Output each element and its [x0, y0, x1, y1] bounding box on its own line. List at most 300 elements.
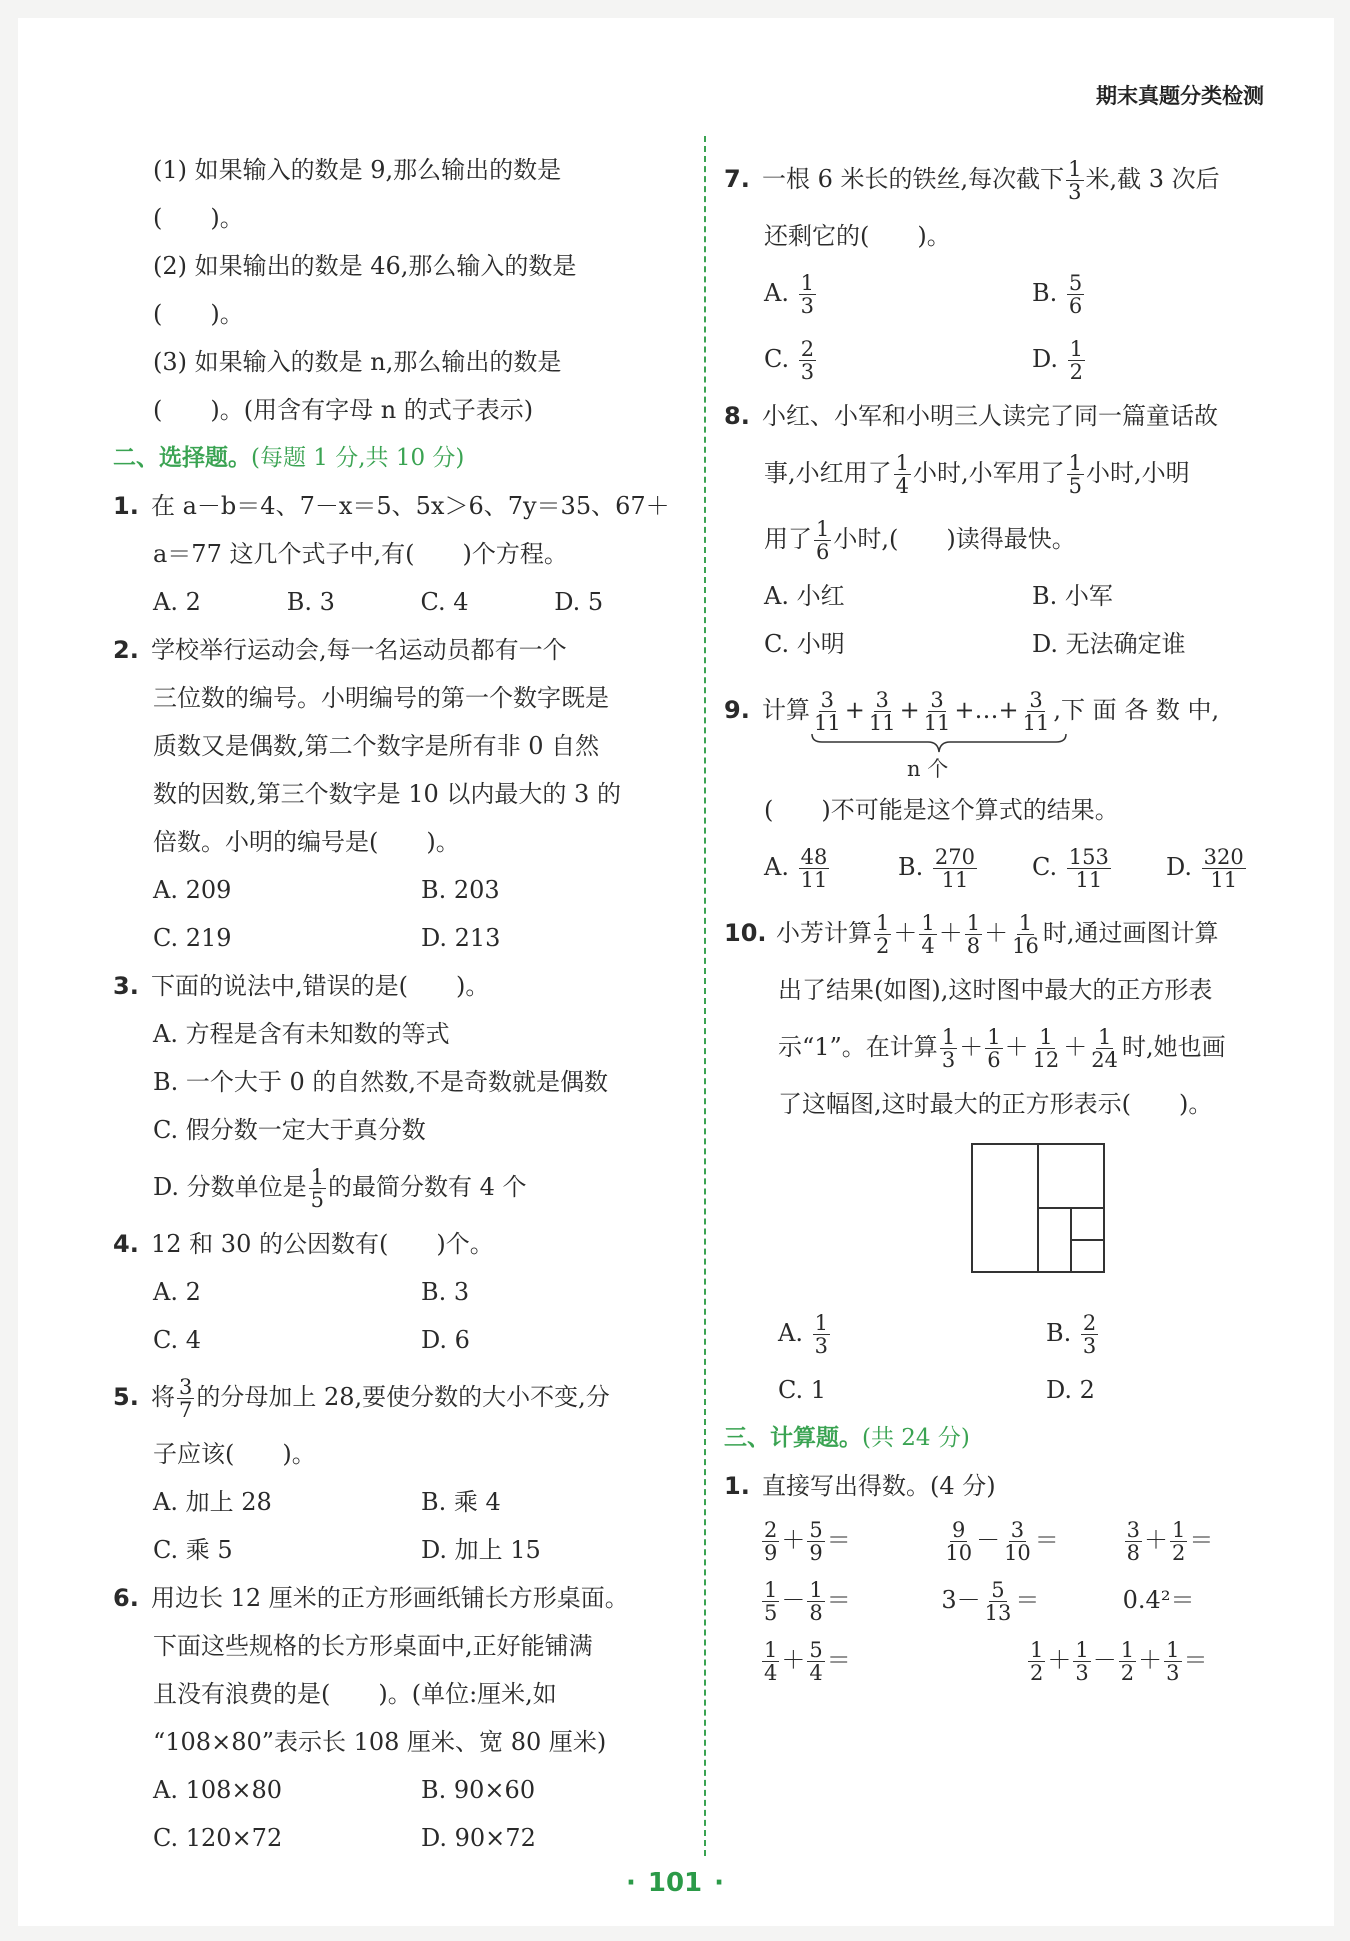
numerator: 5 — [1068, 270, 1083, 295]
calc-row-2 — [724, 1570, 1304, 1630]
denominator: 11 — [814, 711, 841, 735]
fraction-one-sixteenth — [1010, 912, 1041, 957]
fraction-320-11 — [1202, 846, 1246, 891]
plus-sign: ＋ — [781, 1646, 806, 1674]
q10-number: 10. — [724, 919, 767, 947]
numerator: 3 — [1126, 1517, 1141, 1542]
c1-text: 直接写出得数。(4 分) — [762, 1472, 996, 1500]
fill-3a: (3) 如果输入的数是 n,那么输出的数是 — [153, 348, 562, 376]
fraction-one-third — [813, 1312, 830, 1357]
nested-squares-figure — [970, 1142, 1110, 1276]
q4-options-row2 — [113, 1316, 688, 1364]
denominator: 2 — [1172, 1541, 1186, 1565]
page-number — [0, 1868, 1350, 1898]
equals-sign: ＝ — [1183, 1646, 1208, 1674]
square-diagram — [970, 1142, 1304, 1292]
fraction — [807, 1579, 824, 1624]
numerator: 1 — [1068, 450, 1083, 475]
numerator: 1 — [1018, 910, 1033, 935]
q1-option-a[interactable]: A. 2 — [153, 588, 201, 616]
q5-options-row1 — [113, 1478, 688, 1526]
denominator: 7 — [179, 1398, 193, 1422]
q6-options-row1 — [113, 1766, 688, 1814]
fraction-one-half — [874, 912, 891, 957]
q10-line-a — [724, 900, 1304, 966]
option-letter: D. — [1032, 345, 1059, 373]
q2-option-a[interactable]: A. 209 — [153, 876, 232, 904]
q8-option-d[interactable]: D. 无法确定谁 — [1032, 630, 1186, 658]
numerator: 2 — [764, 1517, 778, 1542]
numerator: 1 — [1166, 1637, 1180, 1662]
q9-option-c[interactable] — [1032, 834, 1166, 900]
fraction-270-11 — [933, 846, 977, 891]
denominator: 13 — [984, 1601, 1012, 1625]
q8-text-c1: 用了 — [764, 525, 812, 553]
denominator: 11 — [868, 711, 896, 735]
q8-line-a — [724, 392, 1304, 440]
numerator: 1 — [1075, 1637, 1089, 1662]
numerator: 2 — [1082, 1310, 1097, 1335]
q3-option-b[interactable]: B. 一个大于 0 的自然数,不是奇数就是偶数 — [153, 1068, 609, 1096]
q2-option-d[interactable]: D. 213 — [421, 924, 501, 952]
numerator: 1 — [895, 450, 910, 475]
plus-sign: ＋ — [781, 1526, 806, 1554]
q4-options-row1 — [113, 1268, 688, 1316]
denominator: 11 — [1022, 711, 1050, 735]
option-letter: A. — [764, 853, 789, 881]
denominator: 12 — [1032, 1048, 1060, 1072]
fraction — [1125, 1519, 1142, 1564]
q6-option-c[interactable]: C. 120×72 — [153, 1824, 283, 1852]
q4-number: 4. — [113, 1230, 139, 1258]
plus-sign: + — [844, 696, 865, 724]
q4-line — [113, 1220, 688, 1268]
q3-d-text-post: 的最简分数有 4 个 — [328, 1173, 527, 1201]
option-letter: B. — [1032, 279, 1058, 307]
denominator: 2 — [1069, 360, 1084, 384]
q7-number: 7. — [724, 165, 750, 193]
denominator: 3 — [1075, 1661, 1089, 1685]
equals-sign: ＝ — [826, 1526, 851, 1554]
q2-options-row2 — [113, 914, 688, 962]
numerator: 2 — [800, 336, 815, 361]
ellipsis-sign: +…+ — [954, 696, 1019, 724]
fraction-one-half — [1068, 338, 1085, 383]
calc-row-1 — [724, 1510, 1304, 1570]
denominator: 3 — [941, 1048, 956, 1072]
q6-line-d: “108×80”表示长 108 厘米、宽 80 厘米) — [153, 1728, 607, 1756]
q1-number: 1. — [113, 492, 139, 520]
fraction — [762, 1579, 779, 1624]
numerator: 1 — [1097, 1024, 1112, 1049]
section-2-heading — [113, 434, 688, 482]
fraction — [762, 1639, 779, 1684]
option-letter: A. — [778, 1319, 803, 1347]
q3-option-c[interactable]: C. 假分数一定大于真分数 — [153, 1116, 426, 1144]
denominator: 10 — [945, 1541, 973, 1565]
plus-sign: ＋ — [938, 919, 963, 947]
q2-number: 2. — [113, 636, 139, 664]
q1-line-b: a＝77 这几个式子中,有( )个方程。 — [153, 540, 568, 568]
denominator: 11 — [800, 868, 828, 892]
numerator: 1 — [764, 1577, 778, 1602]
plus-sign: ＋ — [1144, 1526, 1169, 1554]
numerator: 270 — [934, 844, 975, 869]
denominator: 6 — [816, 540, 830, 564]
denominator: 6 — [1068, 294, 1083, 318]
numerator: 9 — [952, 1517, 966, 1542]
fraction-one-third — [799, 272, 816, 317]
q9-option-a[interactable] — [764, 834, 898, 900]
numerator: 1 — [1120, 1637, 1135, 1662]
numerator: 1 — [1039, 1024, 1053, 1049]
denominator: 24 — [1091, 1048, 1119, 1072]
page — [18, 18, 1334, 1926]
denominator: 3 — [1082, 1334, 1097, 1358]
q3-line — [113, 962, 688, 1010]
q7-option-a[interactable] — [764, 260, 1032, 326]
numerator: 1 — [987, 1024, 1001, 1049]
denominator: 9 — [764, 1541, 778, 1565]
numerator: 1 — [814, 1310, 828, 1335]
fraction-one-fifth — [309, 1166, 326, 1211]
fraction — [1028, 1639, 1045, 1684]
numerator: 3 — [179, 1374, 193, 1399]
fraction-one-third — [940, 1026, 957, 1071]
denominator: 3 — [800, 294, 814, 318]
fraction-three-elevenths — [1021, 689, 1052, 734]
fraction-two-thirds — [799, 338, 816, 383]
denominator: 8 — [809, 1601, 823, 1625]
numerator: 1 — [921, 910, 935, 935]
q5-number: 5. — [113, 1383, 139, 1411]
numerator: 1 — [941, 1024, 956, 1049]
q9-text-post: ,下 面 各 数 中, — [1053, 696, 1220, 724]
numerator: 3 — [820, 687, 835, 712]
calc-item — [941, 1510, 1122, 1570]
q1-option-d[interactable]: D. 5 — [554, 588, 604, 616]
calc-row-3 — [724, 1630, 1304, 1690]
q2-line-c: 质数又是偶数,第二个数字是所有非 0 自然 — [153, 732, 600, 760]
q1-option-b[interactable]: B. 3 — [286, 588, 335, 616]
fraction-one-quarter — [894, 452, 911, 497]
calc-item: 0.4²＝ — [1122, 1586, 1195, 1614]
q8-option-a[interactable]: A. 小红 — [764, 582, 845, 610]
fraction — [807, 1639, 824, 1684]
equals-sign: ＝ — [1015, 1586, 1040, 1614]
option-letter: B. — [898, 853, 924, 881]
q2-option-b[interactable]: B. 203 — [421, 876, 500, 904]
q1-text-a: 在 a－b＝4、7－x＝5、5x＞6、7y＝35、67＋ — [151, 492, 670, 520]
q7-option-d[interactable] — [1032, 326, 1087, 392]
q3-option-a[interactable]: A. 方程是含有未知数的等式 — [153, 1020, 450, 1048]
numerator: 1 — [800, 270, 814, 295]
numerator: 1 — [1069, 336, 1084, 361]
fraction — [943, 1519, 974, 1564]
q6-line-c: 且没有浪费的是( )。(单位:厘米,如 — [153, 1680, 557, 1708]
denominator: 16 — [1012, 934, 1039, 958]
fraction-one-third — [1066, 158, 1083, 203]
page-header: 期末真题分类检测 — [1096, 84, 1264, 108]
equals-sign: ＝ — [826, 1646, 851, 1674]
page-number-text: 101 — [647, 1868, 703, 1898]
q7-option-c[interactable] — [764, 326, 1032, 392]
fill-2a: (2) 如果输出的数是 46,那么输入的数是 — [153, 252, 577, 280]
q8-text-b3: 小时,小明 — [1086, 459, 1190, 487]
fraction-one-24th — [1089, 1026, 1120, 1071]
denominator: 11 — [1210, 868, 1238, 892]
fraction-three-elevenths — [812, 689, 843, 734]
numerator: 5 — [809, 1517, 823, 1542]
numerator: 3 — [1029, 687, 1043, 712]
q8-option-b[interactable]: B. 小军 — [1032, 582, 1113, 610]
q4-text: 12 和 30 的公因数有( )个。 — [151, 1230, 494, 1258]
q7-text-pre: 一根 6 米长的铁丝,每次截下 — [762, 165, 1065, 193]
q10-option-b[interactable] — [1046, 1300, 1100, 1366]
denominator: 4 — [895, 474, 910, 498]
section-2-note: (每题 1 分,共 10 分) — [251, 445, 465, 471]
q8-number: 8. — [724, 402, 750, 430]
plus-sign: ＋ — [984, 919, 1009, 947]
fraction-153-11 — [1067, 846, 1111, 891]
plus-sign: ＋ — [893, 919, 918, 947]
denominator: 3 — [814, 1334, 828, 1358]
denominator: 9 — [809, 1541, 823, 1565]
section-3-note: (共 24 分) — [862, 1425, 970, 1451]
numerator: 320 — [1203, 844, 1244, 869]
q6-option-b[interactable]: B. 90×60 — [421, 1776, 536, 1804]
denominator: 10 — [1004, 1541, 1031, 1565]
numerator: 5 — [991, 1577, 1005, 1602]
underbrace-icon — [810, 732, 1068, 756]
q9-line-b: ( )不可能是这个算式的结果。 — [764, 796, 1119, 824]
right-column — [724, 146, 1304, 1690]
option-letter: D. — [1166, 853, 1193, 881]
fraction — [1119, 1639, 1136, 1684]
q4-option-d[interactable]: D. 6 — [421, 1326, 470, 1354]
q6-options-row2 — [113, 1814, 688, 1862]
option-letter: B. — [1046, 1319, 1072, 1347]
q1-option-c[interactable]: C. 4 — [420, 588, 469, 616]
minus-sign: － — [976, 1526, 1001, 1554]
denominator: 11 — [923, 711, 951, 735]
q9-sum-expression — [810, 668, 1053, 752]
option-letter: C. — [1032, 853, 1058, 881]
q9-options — [724, 834, 1304, 900]
q10-text-pre: 小芳计算 — [776, 919, 872, 947]
q8-text-c2: 小时,( )读得最快。 — [833, 525, 1076, 553]
q5-options-row2 — [113, 1526, 688, 1574]
fraction-one-eighth — [965, 912, 982, 957]
fraction-three-sevenths — [177, 1376, 194, 1421]
fraction — [1002, 1519, 1033, 1564]
calc-item — [1123, 1510, 1304, 1570]
fraction-one-fifth — [1067, 452, 1084, 497]
q10-line-b: 出了结果(如图),这时图中最大的正方形表 — [778, 976, 1213, 1004]
fraction-48-11 — [799, 846, 830, 891]
q8-text-b2: 小时,小军用了 — [913, 459, 1065, 487]
fill-1b: ( )。 — [153, 204, 244, 232]
plus-sign: ＋ — [1063, 1033, 1088, 1061]
q8-text-b1: 事,小红用了 — [764, 459, 892, 487]
q9-text-pre: 计算 — [762, 696, 810, 724]
q2-option-c[interactable]: C. 219 — [153, 924, 232, 952]
q7-option-b[interactable] — [1032, 260, 1086, 326]
numerator: 48 — [800, 844, 828, 869]
option-letter: C. — [764, 345, 790, 373]
dot-icon: · — [714, 1868, 725, 1898]
q10-text-c-post: 时,她也画 — [1122, 1033, 1226, 1061]
option-letter: A. — [764, 279, 789, 307]
equals-sign: ＝ — [1189, 1526, 1214, 1554]
numerator: 5 — [809, 1637, 823, 1662]
section-2-title: 二、选择题。 — [113, 445, 251, 471]
q8-options-row1 — [724, 572, 1304, 620]
q9-brace-label: n 个 — [907, 757, 949, 781]
section-3-heading — [724, 1414, 1304, 1462]
numerator: 3 — [1010, 1517, 1025, 1542]
fraction-three-elevenths — [922, 689, 953, 734]
c1-number: 1. — [724, 1472, 750, 1500]
q6-option-d[interactable]: D. 90×72 — [421, 1824, 536, 1852]
q7-options-row2 — [724, 326, 1304, 392]
q5-text-post: 的分母加上 28,要使分数的大小不变,分 — [196, 1383, 610, 1411]
calc-item — [760, 1570, 941, 1630]
q10-option-d[interactable]: D. 2 — [1046, 1376, 1095, 1404]
numerator: 3 — [875, 687, 889, 712]
q2-line-b: 三位数的编号。小明编号的第一个数字既是 — [153, 684, 609, 712]
q7-text-post: 米,截 3 次后 — [1085, 165, 1220, 193]
q8-line-c — [724, 506, 1304, 572]
q10-line-d: 了这幅图,这时最大的正方形表示( )。 — [778, 1090, 1213, 1118]
equals-sign: ＝ — [826, 1586, 851, 1614]
q5-option-c[interactable]: C. 乘 5 — [153, 1536, 233, 1564]
q10-text-post: 时,通过画图计算 — [1042, 919, 1219, 947]
plus-sign: ＋ — [1004, 1033, 1029, 1061]
numerator: 1 — [816, 516, 830, 541]
q10-options-row2 — [724, 1366, 1304, 1414]
denominator: 5 — [310, 1188, 325, 1212]
q6-option-a[interactable]: A. 108×80 — [153, 1776, 283, 1804]
denominator: 2 — [1120, 1661, 1135, 1685]
denominator: 5 — [1068, 474, 1083, 498]
q6-line-b: 下面这些规格的长方形桌面中,正好能铺满 — [153, 1632, 593, 1660]
fraction-two-thirds — [1081, 1312, 1098, 1357]
numerator: 3 — [930, 687, 944, 712]
fraction — [762, 1519, 779, 1564]
numerator: 1 — [764, 1637, 778, 1662]
denominator: 8 — [1126, 1541, 1141, 1565]
dot-icon: · — [625, 1868, 636, 1898]
q4-option-b[interactable]: B. 3 — [421, 1278, 470, 1306]
denominator: 2 — [876, 934, 890, 958]
q5-line-a — [113, 1364, 688, 1430]
denominator: 3 — [800, 360, 815, 384]
minuend: 3－ — [941, 1586, 981, 1614]
q7-line-b: 还剩它的( )。 — [764, 222, 951, 250]
q3-option-d[interactable] — [113, 1154, 688, 1220]
denominator: 5 — [764, 1601, 778, 1625]
numerator: 1 — [809, 1577, 823, 1602]
denominator: 4 — [764, 1661, 778, 1685]
numerator: 1 — [1068, 156, 1082, 181]
fraction — [983, 1579, 1014, 1624]
q2-options-row1 — [113, 866, 688, 914]
q9-option-d[interactable] — [1166, 834, 1248, 900]
denominator: 4 — [809, 1661, 823, 1685]
q8-text-a: 小红、小军和小明三人读完了同一篇童话故 — [762, 402, 1218, 430]
denominator: 3 — [1166, 1661, 1180, 1685]
numerator: 1 — [966, 910, 981, 935]
q10-line-c — [724, 1014, 1304, 1080]
calc-item — [760, 1630, 1026, 1690]
fraction — [807, 1519, 824, 1564]
calc-item — [941, 1570, 1122, 1630]
minus-sign: － — [781, 1586, 806, 1614]
numerator: 1 — [876, 910, 890, 935]
minus-sign: － — [1092, 1646, 1117, 1674]
denominator: 4 — [921, 934, 935, 958]
equals-sign: ＝ — [1034, 1526, 1059, 1554]
fill-2b: ( )。 — [153, 300, 244, 328]
fraction — [1073, 1639, 1090, 1684]
numerator: 1 — [310, 1164, 325, 1189]
q10-text-c-pre: 示“1”。在计算 — [778, 1033, 938, 1061]
fraction-five-sixths — [1067, 272, 1084, 317]
numerator: 153 — [1068, 844, 1109, 869]
q3-number: 3. — [113, 972, 139, 1000]
q2-line-a — [113, 626, 688, 674]
fraction — [1164, 1639, 1181, 1684]
q3-d-text-pre: D. 分数单位是 — [153, 1173, 307, 1201]
q9-option-b[interactable] — [898, 834, 1032, 900]
q7-line-a — [724, 146, 1304, 212]
q2-line-d: 数的因数,第三个数字是 10 以内最大的 3 的 — [153, 780, 621, 808]
q10-option-c[interactable]: C. 1 — [778, 1376, 827, 1404]
q3-text: 下面的说法中,错误的是( )。 — [151, 972, 490, 1000]
section-3-title: 三、计算题。 — [724, 1425, 862, 1451]
denominator: 11 — [941, 868, 969, 892]
q2-text-a: 学校举行运动会,每一名运动员都有一个 — [151, 636, 567, 664]
fill-1a: (1) 如果输入的数是 9,那么输出的数是 — [153, 156, 562, 184]
c1-line — [724, 1462, 1304, 1510]
left-column — [113, 146, 688, 1862]
calc-item — [760, 1510, 941, 1570]
q5-line-b: 子应该( )。 — [153, 1440, 316, 1468]
q9-line-a — [724, 668, 1304, 752]
fraction-one-quarter — [919, 912, 936, 957]
fraction — [1170, 1519, 1187, 1564]
q7-options-row1 — [724, 260, 1304, 326]
fraction-one-twelfth — [1031, 1026, 1062, 1071]
column-divider — [704, 136, 706, 1856]
q1-line-a — [113, 482, 688, 530]
q5-option-d[interactable]: D. 加上 15 — [421, 1536, 541, 1564]
numerator: 1 — [1030, 1637, 1044, 1662]
q10-option-a[interactable] — [778, 1300, 1046, 1366]
q1-options — [113, 578, 688, 626]
q5-option-a[interactable]: A. 加上 28 — [153, 1488, 272, 1516]
q4-option-a[interactable]: A. 2 — [153, 1278, 201, 1306]
denominator: 2 — [1030, 1661, 1044, 1685]
q5-option-b[interactable]: B. 乘 4 — [421, 1488, 501, 1516]
q6-number: 6. — [113, 1584, 139, 1612]
q4-option-c[interactable]: C. 4 — [153, 1326, 202, 1354]
numerator: 1 — [1172, 1517, 1186, 1542]
q8-line-b — [724, 440, 1304, 506]
denominator: 11 — [1075, 868, 1103, 892]
q8-option-c[interactable]: C. 小明 — [764, 630, 845, 658]
